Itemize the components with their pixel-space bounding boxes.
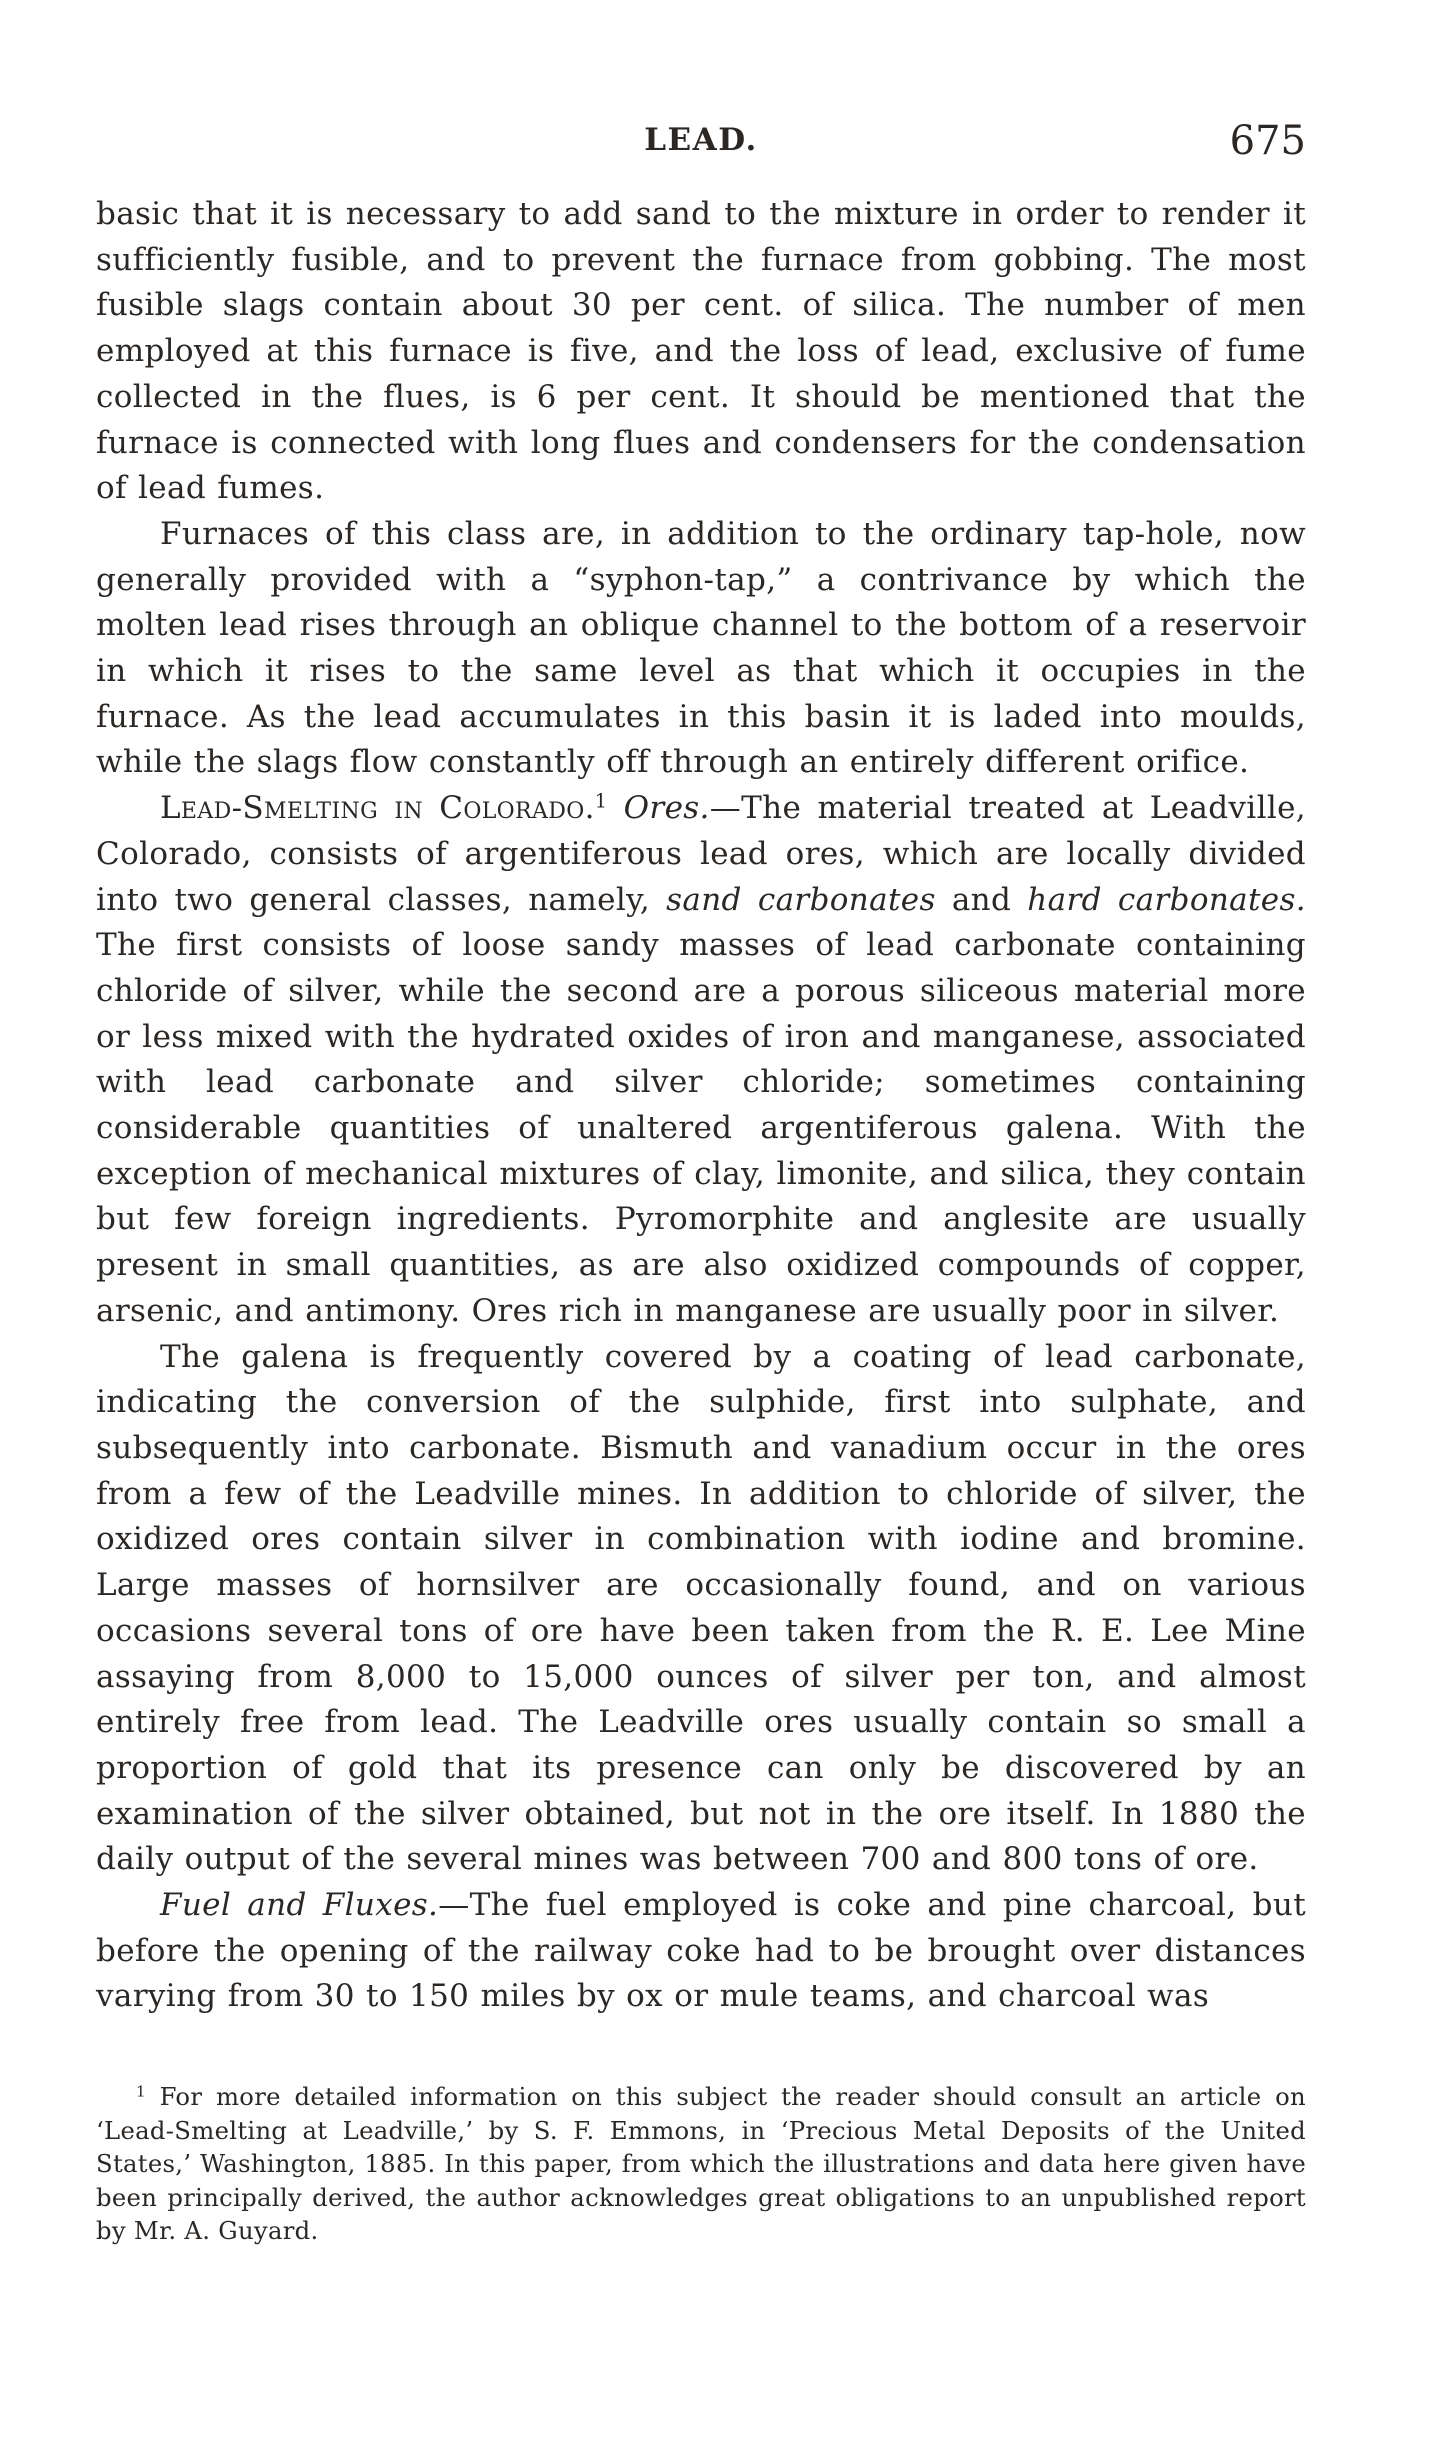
term-hard-carbonates: hard carbonates. xyxy=(1027,881,1306,918)
term-sand-carbonates: sand carbonates xyxy=(666,881,936,918)
paragraph-text: The first consists of loose sandy masses of lead carbonate containing chloride of silver, while the second are a porous siliceous material more or less mixed with the hydrated oxides of iron and manganese, associated with lead carbonate and silver chloride; sometimes containing considerable quantities of unaltered argentiferous galena. With the exception of mechanical mixtures of clay, limonite, and silica, they contain but few foreign ingredients. Pyromorphite and anglesite are usually present in small quantities, as are also oxidized compounds of copper, arsenic, and antimony. Ores rich in manganese are usually poor in silver. xyxy=(96,927,1306,1329)
subheading-fuel-and-fluxes: Fuel and Fluxes. xyxy=(160,1887,439,1924)
subheading-ores: Ores. xyxy=(623,790,710,827)
page-number: 675 xyxy=(1229,118,1306,164)
paragraph-fuel-fluxes xyxy=(96,1883,1306,2020)
paragraph-continuation: basic that it is necessary to add sand to the mixture in order to render it sufficiently fusible, and to prevent the furnace from gobbing. The most fusible slags contain about 30 per cent. of silica. The number of men employed at this furnace is five, and the loss of lead, exclusive of fume collected in the flues, is 6 per cent. It should be mentioned that the furnace is connected with long flues and condensers for the condensation of lead fumes. xyxy=(96,196,1306,507)
paragraph-text: —The material treated at Leadville, Colorado, consists of argentiferous lead ores, which are locally divided into two general classes, namely, xyxy=(96,790,1306,918)
footnote-reference: 1 xyxy=(594,789,608,813)
paragraph-syphon-tap: Furnaces of this class are, in addition to the ordinary tap-hole, now generally provided with a “syphon-tap,” a contrivance by which the molten lead rises through an oblique channel to the bottom of a reservoir in which it rises to the same level as that which it occupies in the furnace. As the lead accumulates in this basin it is laded into moulds, while the slags flow constantly off through an entirely different orifice. xyxy=(96,515,1306,781)
footnotes xyxy=(96,2080,1306,2248)
section-heading: Lead-Smelting in Colorado. xyxy=(160,790,595,827)
paragraph-lead-smelting-colorado xyxy=(96,786,1306,1334)
footnote xyxy=(96,2080,1306,2248)
footnote-text: For more detailed information on this subject the reader should consult an article on ‘Lead-Smelting at Leadville,’ by S. F. Emmons, in ‘Precious Metal Deposits of the United States,’ Washington, 1885. In this paper, from which the illustrations and data here given have been principally derived, the author acknowledges great obligations to an unpublished report by Mr. A. Guyard. xyxy=(96,2082,1307,2245)
running-title: LEAD. xyxy=(644,122,758,158)
footnote-marker: 1 xyxy=(136,2082,146,2101)
running-head xyxy=(96,118,1306,168)
body-text xyxy=(96,192,1306,2020)
paragraph-galena: The galena is frequently covered by a coating of lead carbonate, indicating the conversion of the sulphide, first into sulphate, and subsequently into carbonate. Bismuth and vanadium occur in the ores from a few of the Leadville mines. In addition to chloride of silver, the oxidized ores contain silver in combination with iodine and bromine. Large masses of hornsilver are occasionally found, and on various occasions several tons of ore have been taken from the R. E. Lee Mine assaying from 8,000 to 15,000 ounces of silver per ton, and almost entirely free from lead. The Leadville ores usually contain so small a proportion of gold that its presence can only be discovered by an examination of the silver obtained, but not in the ore itself. In 1880 the daily output of the several mines was between 700 and 800 tons of ore. xyxy=(96,1338,1306,1878)
paragraph-text: and xyxy=(951,881,1012,918)
paragraph-text: —The fuel employed is coke and pine charcoal, but before the opening of the railway coke had to be brought over distances varying from 30 to 150 miles by ox or mule teams, and charcoal was xyxy=(96,1887,1306,2015)
